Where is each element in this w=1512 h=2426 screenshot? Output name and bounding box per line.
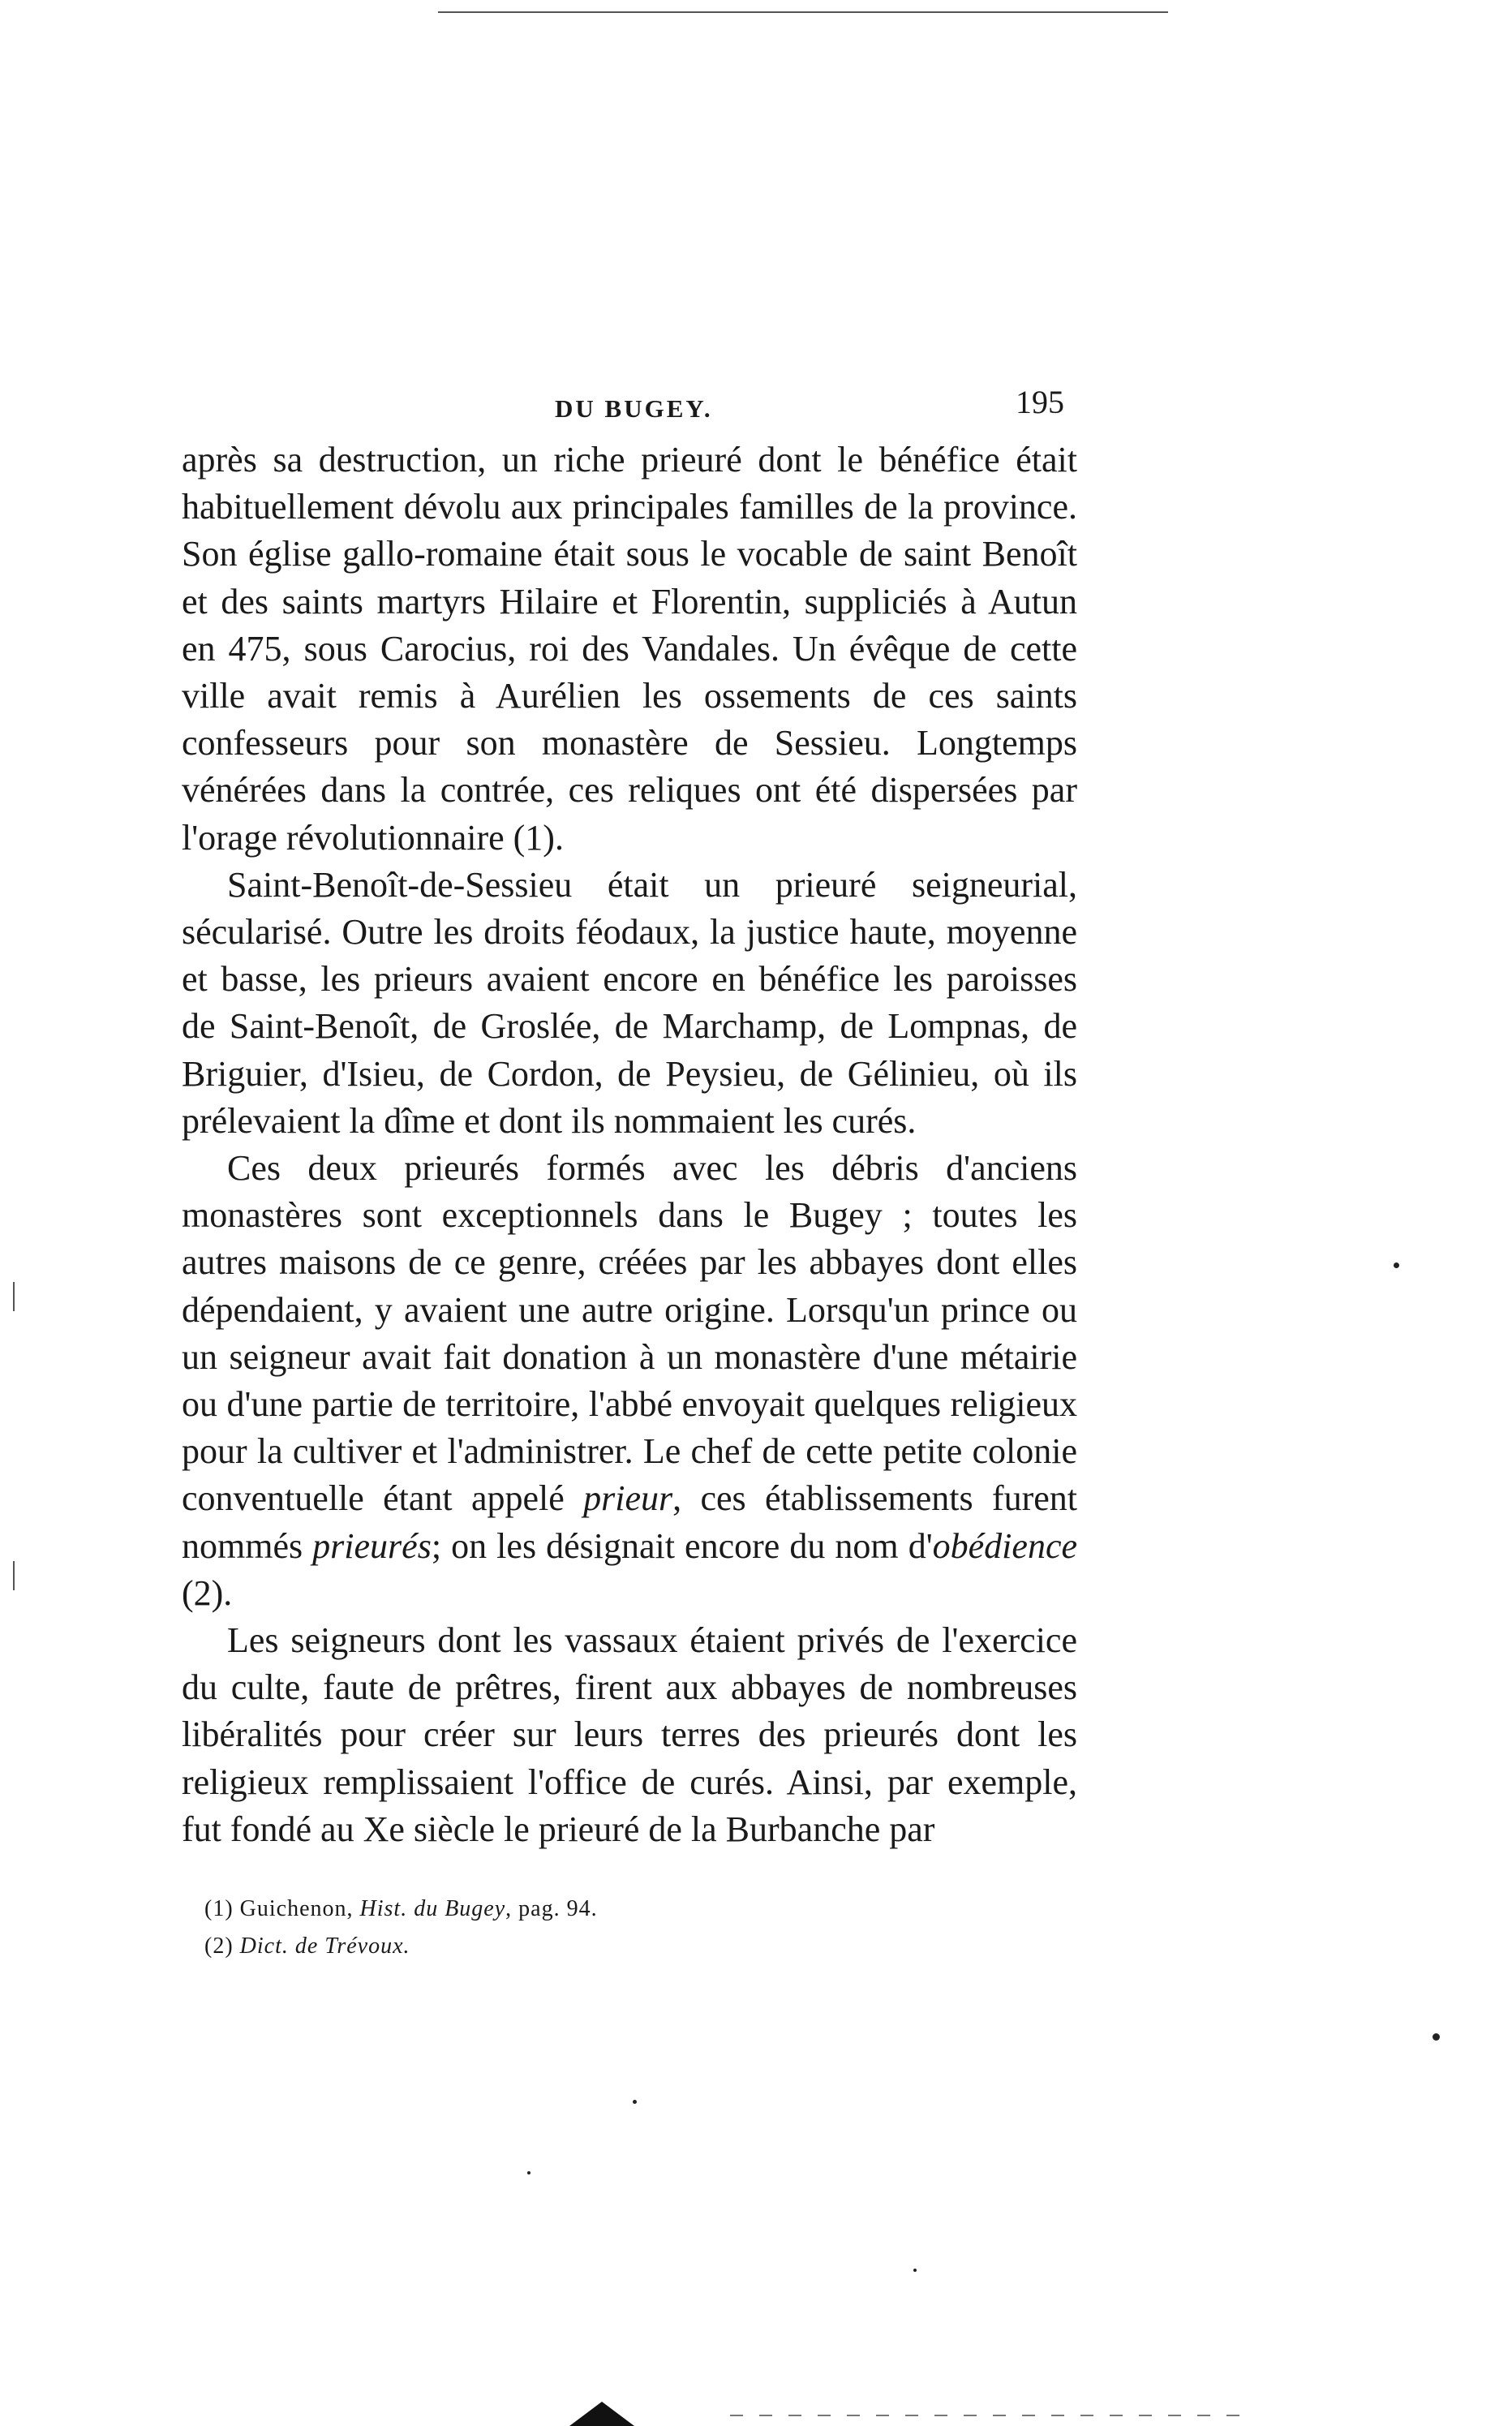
- scan-margin-mark: [13, 1561, 15, 1590]
- footnote-2-marker: (2): [204, 1933, 234, 1959]
- footnotes: [204, 1890, 1016, 1965]
- scan-speck: [1394, 1262, 1399, 1268]
- term-obedience: obédience: [932, 1525, 1077, 1566]
- footnote-1-marker: (1): [204, 1896, 234, 1921]
- paragraph-3-text: Ces deux prieurés formés avec les débris d'anciens monastères sont exceptionnels dans le Bugey ; toutes les autres maisons de ce genre, créées par les abbayes dont elles dépendaient, y avaient une autre origine. Lorsqu'un prince ou un seigneur avait fait donation à un monastère d'une métairie ou d'une partie de territoire, l'abbé envoyait quelques religieux pour la cultiver et l'administrer. Le chef de cette petite colonie conventuelle étant appelé: [182, 1148, 1077, 1519]
- scan-margin-mark: [13, 1282, 15, 1311]
- footnote-1-title: Hist. du Bugey: [359, 1896, 506, 1921]
- paragraph-4: Les seigneurs dont les vassaux étaient privés de l'exercice du culte, faute de prêtres, firent aux abbayes de nombreuses libéralités pour créer sur leurs terres des prieurés dont les religieux remplissaient l'office de curés. Ainsi, par exemple, fut fondé au Xe siècle le prieuré de la Burbanche par: [182, 1620, 1077, 1849]
- footnote-1-rest: , pag. 94.: [505, 1896, 598, 1921]
- scan-speck: [527, 2171, 530, 2174]
- scan-speck: [913, 2269, 917, 2272]
- running-header-title: DU BUGEY.: [555, 394, 713, 423]
- scan-speck: [1433, 2033, 1440, 2041]
- paragraph-3-text: (2).: [182, 1572, 233, 1613]
- footnote-2: [204, 1928, 1016, 1965]
- paragraph-3: [182, 1145, 1077, 1617]
- term-prieur: prieur: [583, 1478, 673, 1519]
- paragraph-2: Saint-Benoît-de-Sessieu était un prieuré seigneurial, sécularisé. Outre les droits féodaux, la justice haute, moyenne et basse, les prieurs avaient encore en bénéfice les paroisses de Saint-Benoît, de Groslée, de Marchamp, de Lompnas, de Briguier, d'Isieu, de Cordon, de Peysieu, de Gélinieu, où ils prélevaient la dîme et dont ils nommaient les curés.: [182, 864, 1077, 1141]
- paragraph-1: après sa destruction, un riche prieuré dont le bénéfice était habituellement dévolu aux principales familles de la province. Son église gallo-romaine était sous le vocable de saint Benoît et des saints martyrs Hilaire et Florentin, suppliciés à Autun en 475, sous Carocius, roi des Vandales. Un évêque de cette ville avait remis à Aurélien les ossements de ces saints confesseurs pour son monastère de Sessieu. Longtemps vénérées dans la contrée, ces reliques ont été dispersées par l'orage révolutionnaire (1).: [182, 440, 1077, 858]
- footnote-1: [204, 1890, 1016, 1928]
- paragraph-3-text: ; on les désignait encore du nom d': [431, 1525, 933, 1566]
- term-prieures: prieurés: [312, 1525, 432, 1566]
- footnote-2-title: Dict. de Trévoux.: [239, 1933, 410, 1959]
- page-number: 195: [1016, 384, 1064, 420]
- paragraph-3-text: , ces établissements furent nommés: [182, 1478, 1077, 1566]
- scan-speck: [633, 2100, 637, 2104]
- footnote-1-author: Guichenon,: [239, 1896, 354, 1921]
- scan-top-border: [438, 11, 1168, 13]
- scan-bottom-dashes: [730, 2415, 1249, 2416]
- scan-bottom-blot: [569, 2402, 634, 2426]
- main-text: [182, 437, 1077, 1853]
